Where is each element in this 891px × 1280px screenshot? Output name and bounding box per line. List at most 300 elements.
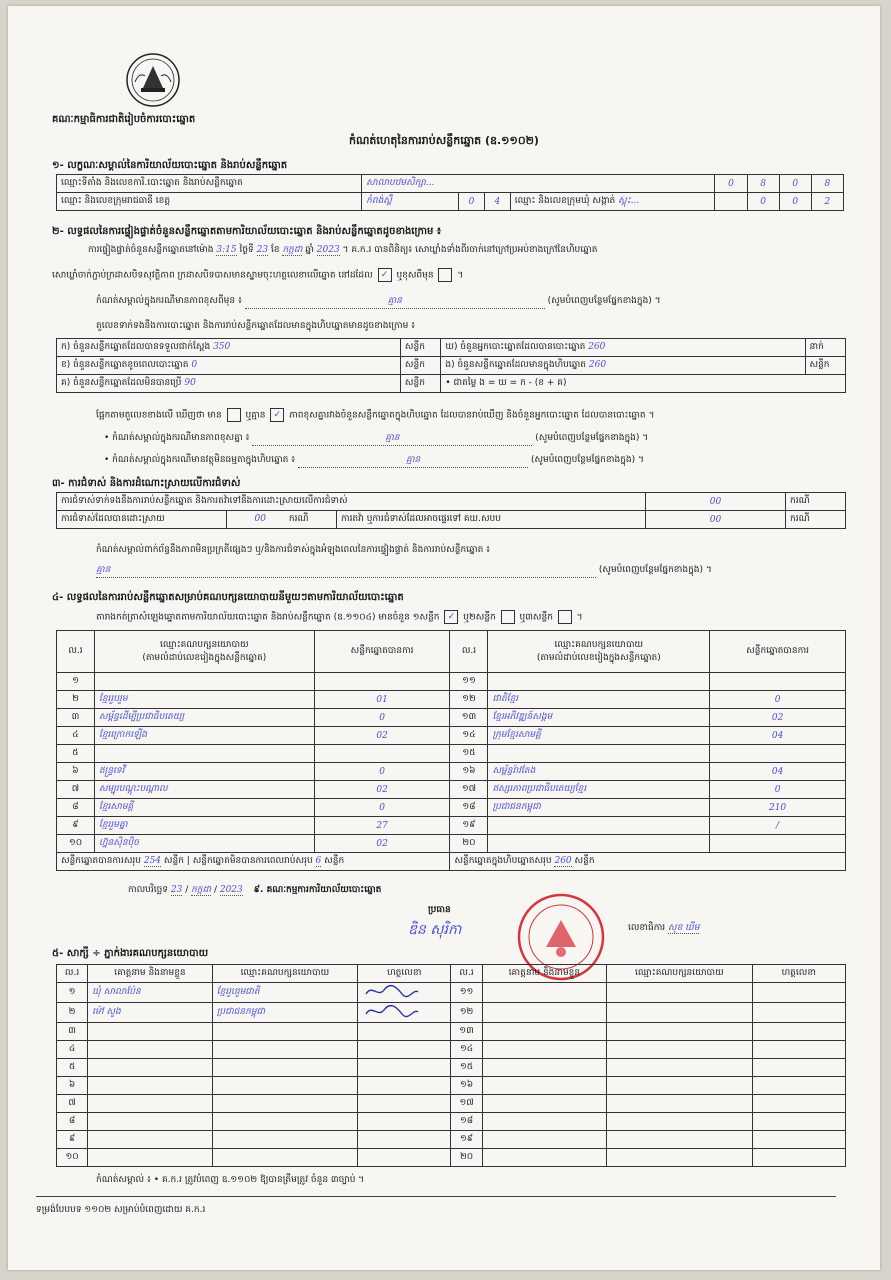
results-table xyxy=(56,630,846,871)
verify-time-line xyxy=(88,244,848,257)
verify-rest: ។ គ.ក.រ បានពិនិត្យ៖ សោឃ្លាំងទាំងពីរចាក់នៅក្រៅប្រអប់ខាងក្រៅនៃហិបឆ្នោត xyxy=(342,245,598,255)
witness-party xyxy=(212,1077,357,1095)
time-value: 3:15 xyxy=(216,245,237,255)
table-row xyxy=(57,691,846,709)
note2-hint: (សូមបំពេញបន្ថែមផ្នែកខាងក្នុង) ។ xyxy=(535,433,649,443)
witness-col-party: ឈ្មោះគណបក្សនយោបាយ xyxy=(212,965,357,983)
row-no: ៤ xyxy=(57,727,95,745)
note2-value: គ្មាន xyxy=(252,432,532,446)
witness-party: ខ្មែររួបរួមជាតិ xyxy=(212,983,357,1003)
witness-no: ១៩ xyxy=(451,1131,482,1149)
witness-name: ម៉ៅ សួង xyxy=(88,1003,213,1023)
agency-name: គណៈកម្មាធិការជាតិរៀបចំការបោះឆ្នោត xyxy=(52,114,196,125)
summary-right-row xyxy=(441,339,805,357)
witness-no: ៨ xyxy=(57,1113,88,1131)
summary-label: គ) ចំនួនសន្លឹកឆ្នោតដែលមិនបានប្រើ xyxy=(61,378,182,388)
summary-unit: សន្លឹក xyxy=(400,375,440,393)
table-row xyxy=(57,781,846,799)
witness-name xyxy=(88,1077,213,1095)
party-votes: 0 xyxy=(314,763,450,781)
secretary-line xyxy=(628,922,699,935)
total-invalid-unit: សន្លឹក xyxy=(324,856,345,866)
summary-value: 350 xyxy=(213,342,231,352)
witness-party xyxy=(212,1023,357,1041)
row-no: ៣ xyxy=(57,709,95,727)
note-label: កំណត់សម្គាល់ក្នុងករណីមានភាពខុសពីមុន ៖ xyxy=(96,296,242,306)
witness-name: ឃុំ សាលាប៉ែន xyxy=(88,983,213,1003)
total-valid-cell: សន្លឹកឆ្នោតបានការសរុប 254 សន្លឹក | សន្លឹកឆ្នោតមិនបានការពេលរាប់សរុប 6 សន្លឹក xyxy=(57,853,450,871)
witness-table xyxy=(56,964,846,1167)
seal-line-text: សោឃ្លាំចាក់ភ្ជាប់ក្រដាសបិទសុវត្ថិភាព ក្រដាសបិទបាសមានស្នាមចុះហត្ថលេខាលើឆ្នោត នៅដដែល xyxy=(52,270,373,281)
summary-value: 260 xyxy=(588,360,607,370)
witness-signature xyxy=(358,1113,451,1131)
signature-scribble-icon xyxy=(362,1004,422,1018)
witness-name xyxy=(88,1113,213,1131)
transfer-value: 00 xyxy=(646,511,786,529)
note3-line xyxy=(104,454,844,468)
party-name: ខ្មែររួមគ្នា xyxy=(94,817,314,835)
total-box-value: 260 xyxy=(554,856,572,866)
witness-party xyxy=(212,1095,357,1113)
row-no: ១៩ xyxy=(450,817,488,835)
party-votes: 0 xyxy=(314,709,450,727)
witness-signature xyxy=(358,1023,451,1041)
summary-intro: តួលេខទាក់ទងនឹងការបោះឆ្នោត និងការរាប់សន្លឹកឆ្នោតដែលមានក្នុងហិបឆ្នោតមានដូចខាងក្រោម ៖ xyxy=(96,321,416,331)
time-label: ការផ្ទៀងផ្ទាត់ចំនួនសន្លឹកឆ្នោតនៅម៉ោង xyxy=(88,245,214,255)
objection-value: 00 xyxy=(646,493,786,511)
objection-unit: ករណី xyxy=(786,493,846,511)
party-name xyxy=(488,745,710,763)
transfer-unit: ករណី xyxy=(786,511,846,529)
row-no: ២០ xyxy=(450,835,488,853)
office-value: សាលាបឋមសិក្សា... xyxy=(362,175,715,193)
compare-text: ផ្អែកតាមតួលេខខាងលើ ឃើញថា មាន xyxy=(96,410,222,421)
col-party-header xyxy=(488,631,710,673)
note-line xyxy=(96,295,846,309)
province-value: កំពង់ស្ពឺ xyxy=(362,193,459,211)
witness-signature xyxy=(752,1003,845,1023)
witness-party xyxy=(607,1023,752,1041)
witness-signature xyxy=(358,1095,451,1113)
party-votes: 02 xyxy=(710,709,846,727)
table-row xyxy=(57,1095,846,1113)
summary-value: 260 xyxy=(588,342,606,352)
chief-signature: ឌិន សុរិកា xyxy=(408,922,462,938)
year-label: ឆ្នាំ xyxy=(305,245,314,255)
table-row xyxy=(57,1077,846,1095)
compare-line xyxy=(96,408,856,423)
party-name xyxy=(94,673,314,691)
party-name: ជាតិខ្មែរ xyxy=(488,691,710,709)
table-row xyxy=(57,817,846,835)
footer-divider xyxy=(36,1196,836,1197)
party-name: ក្រុមខ្មែរសាមគ្គី xyxy=(488,727,710,745)
summary-unit: សន្លឹក xyxy=(400,339,440,357)
col-votes-header: សន្លឹកឆ្នោតបានការ xyxy=(314,631,450,673)
witness-party xyxy=(212,1131,357,1149)
witness-name xyxy=(482,1023,607,1041)
witness-signature xyxy=(752,983,845,1003)
summary-unit: សន្លឹក xyxy=(400,357,440,375)
changed-label: ឬខុសពីមុន xyxy=(396,270,434,281)
party-votes: 27 xyxy=(314,817,450,835)
section1-title: ១- លក្ខណៈសម្គាល់នៃការិយាល័យបោះឆ្នោត និងរាប់សន្លឹកឆ្នោត xyxy=(52,160,288,171)
table-row xyxy=(57,673,846,691)
col-party-title: ឈ្មោះគណបក្សនយោបាយ xyxy=(160,639,249,650)
total-box-label: សន្លឹកឆ្នោតក្នុងហិបឆ្នោតសរុប xyxy=(454,856,552,866)
party-votes: 02 xyxy=(314,727,450,745)
table-row xyxy=(57,1131,846,1149)
witness-col-name: គោត្តនាម និងនាមខ្លួន xyxy=(88,965,213,983)
summary-label: ង) ចំនួនសន្លឹកឆ្នោតដែលមានក្នុងហិបឆ្នោត xyxy=(445,360,586,370)
witness-name xyxy=(482,1003,607,1023)
party-votes: 0 xyxy=(710,691,846,709)
signature-scribble-icon xyxy=(362,984,422,998)
witness-party xyxy=(212,1059,357,1077)
two-sheet-checkbox[interactable] xyxy=(501,610,515,624)
chief-label: ប្រធាន xyxy=(428,905,451,915)
commune-label: ឈ្មោះ និងលេខក្រុមឃុំ សង្កាត់ xyxy=(514,196,616,206)
witness-party xyxy=(607,1095,752,1113)
witness-col-name: គោត្តនាម និងនាមខ្លួន xyxy=(482,965,607,983)
resolved-value: 00 xyxy=(254,514,266,524)
row-no: ១០ xyxy=(57,835,95,853)
party-votes: 01 xyxy=(314,691,450,709)
table-row xyxy=(57,835,846,853)
total-valid-unit: សន្លឹក xyxy=(163,856,184,866)
witness-no: ១០ xyxy=(57,1149,88,1167)
party-name xyxy=(488,835,710,853)
witness-no: ១៦ xyxy=(451,1077,482,1095)
col-no-header: ល.រ xyxy=(57,631,95,673)
witness-party xyxy=(607,1003,752,1023)
summary-label: ឃ) ចំនួនអ្នកបោះឆ្នោតដែលបានបោះឆ្នោត xyxy=(445,342,586,352)
summary-unit: នាក់ xyxy=(805,339,845,357)
witness-signature xyxy=(358,983,451,1003)
secretary-label: លេខាធិការ xyxy=(628,923,666,933)
witness-signature xyxy=(358,1003,451,1023)
office-digit: 0 xyxy=(715,175,747,193)
witness-no: ៧ xyxy=(57,1095,88,1113)
changed-checkbox[interactable] xyxy=(438,268,452,282)
witness-signature xyxy=(752,1131,845,1149)
party-name: ឥន្ទ្រទេវី xyxy=(94,763,314,781)
party-votes xyxy=(710,835,846,853)
col-no-header: ល.រ xyxy=(450,631,488,673)
commune-cell xyxy=(510,193,715,211)
witness-party xyxy=(212,1041,357,1059)
table-row xyxy=(57,745,846,763)
compare-or: ឬគ្មាន xyxy=(245,410,266,421)
witness-no: ២០ xyxy=(451,1149,482,1167)
commune-digit-blank xyxy=(715,193,747,211)
witness-party xyxy=(212,1113,357,1131)
date-label: កាលបរិច្ឆេទ xyxy=(128,885,168,895)
witness-no: ១២ xyxy=(451,1003,482,1023)
party-votes xyxy=(314,745,450,763)
transfer-label: ការតវ៉ា ឬការជំទាស់ដែលអាចផ្ទេរទៅ គឃ.សបប xyxy=(337,511,646,529)
summary-unit: សន្លឹក xyxy=(805,357,845,375)
party-name: សម្ព័ន្ធដើម្បីប្រជាធិបតេយ្យ xyxy=(94,709,314,727)
nec-emblem-logo xyxy=(125,52,181,108)
party-name: ប្រជាជនកម្ពុជា xyxy=(488,799,710,817)
office-label: ឈ្មោះទីតាំង និងលេខការិ.បោះឆ្នោត និងរាប់សន្លឹកឆ្នោត xyxy=(57,175,362,193)
province-digit: 0 xyxy=(459,193,485,211)
party-name xyxy=(488,817,710,835)
row-no: ១៨ xyxy=(450,799,488,817)
row-no: ១៤ xyxy=(450,727,488,745)
witness-no: ១៥ xyxy=(451,1059,482,1077)
witness-signature xyxy=(358,1041,451,1059)
objection-label: ការជំទាស់ទាក់ទងនឹងការរាប់សន្លឹកឆ្នោត និងការតវ៉ាទៅនឹងការដោះស្រាយលើការជំទាស់ xyxy=(57,493,646,511)
commune-digit: 0 xyxy=(779,193,811,211)
row-no: ៥ xyxy=(57,745,95,763)
office-digit: 8 xyxy=(811,175,843,193)
summary-left-row xyxy=(57,339,401,357)
day-label: ថ្ងៃទី xyxy=(239,245,254,255)
witness-signature xyxy=(752,1113,845,1131)
col-party-sub: (តាមលំដាប់លេខរៀងក្នុងសន្លឹកឆ្នោត) xyxy=(536,652,661,663)
witness-party: ប្រជាជនកម្ពុជា xyxy=(212,1003,357,1023)
office-digit: 8 xyxy=(747,175,779,193)
summary-value: 90 xyxy=(184,378,196,388)
day-value: 23 xyxy=(256,245,269,255)
witness-name xyxy=(88,1149,213,1167)
note-value: គ្មាន xyxy=(245,295,545,309)
note3-value: គ្មាន xyxy=(298,454,528,468)
witness-name xyxy=(482,1077,607,1095)
row-no: ១៥ xyxy=(450,745,488,763)
party-votes: 02 xyxy=(314,781,450,799)
witness-name xyxy=(482,1095,607,1113)
two-sheet-label: ឬ២សន្លឹក xyxy=(463,612,496,623)
table-row xyxy=(57,1041,846,1059)
section1-table xyxy=(56,174,844,211)
summary-label: ខ) ចំនួនសន្លឹកឆ្នោតខូចពេលបោះឆ្នោត xyxy=(61,360,189,370)
witness-party xyxy=(607,1131,752,1149)
year-value: 2023 xyxy=(316,245,340,255)
party-votes xyxy=(710,745,846,763)
table-row xyxy=(57,727,846,745)
witness-signature xyxy=(358,1059,451,1077)
section2-title: ២- លទ្ធផលនៃការផ្ទៀងផ្ទាត់ចំនួនសន្លឹកឆ្នោតតាមការិយាល័យបោះឆ្នោត និងរាប់សន្លឹកឆ្នោតដូចខាងក្រោម ៖ xyxy=(52,226,442,237)
row-no: ៧ xyxy=(57,781,95,799)
witness-signature xyxy=(752,1077,845,1095)
month-value: កក្កដា xyxy=(282,245,303,255)
witness-name xyxy=(482,983,607,1003)
three-sheet-label: ឬ៣សន្លឹក xyxy=(519,612,553,623)
date-line: កាលបរិច្ឆេទ 23 / កក្កដា / 2023 ៩. គណៈកម្មការការិយាល័យបោះឆ្នោត xyxy=(128,885,382,895)
table-row xyxy=(57,1113,846,1131)
one-sheet-checkbox[interactable]: ✓ xyxy=(444,610,458,624)
total-valid-label: សន្លឹកឆ្នោតបានការសរុប xyxy=(61,856,141,866)
witness-party xyxy=(607,1149,752,1167)
section4-title: ៤- លទ្ធផលនៃការរាប់សន្លឹកឆ្នោតសម្រាប់គណបក្សនយោបាយនីមួយៗតាមការិយាល័យបោះឆ្នោត xyxy=(52,592,404,603)
section5-title: ៥- សាក្សី ÷ ភ្នាក់ងារគណបក្សនយោបាយ xyxy=(52,948,209,959)
table-row xyxy=(57,763,846,781)
summary-table xyxy=(56,338,846,393)
summary-right-row xyxy=(441,357,805,375)
form-sheet xyxy=(8,6,880,1270)
resolved-value-cell xyxy=(227,511,337,529)
month-label: ខែ xyxy=(270,245,280,255)
witness-signature xyxy=(358,1131,451,1149)
col-votes-header: សន្លឹកឆ្នោតបានការ xyxy=(710,631,846,673)
party-votes: / xyxy=(710,817,846,835)
witness-col-no: ល.រ xyxy=(451,965,482,983)
province-label-text: ឈ្មោះ និងលេខក្រុមរាជធានី ខេត្ត xyxy=(61,196,171,206)
witness-party xyxy=(212,1149,357,1167)
total-valid-value: 254 xyxy=(143,856,162,866)
witness-no: ២ xyxy=(57,1003,88,1023)
witness-no: ១៣ xyxy=(451,1023,482,1041)
witness-signature xyxy=(752,1095,845,1113)
office-digit: 0 xyxy=(779,175,811,193)
table-row xyxy=(57,1149,846,1167)
witness-no: ៤ xyxy=(57,1041,88,1059)
witness-no: ៥ xyxy=(57,1059,88,1077)
party-votes: 04 xyxy=(710,727,846,745)
witness-name xyxy=(88,1023,213,1041)
resolved-unit: ករណី xyxy=(288,514,309,524)
table-row xyxy=(57,1003,846,1023)
note2-label: • កំណត់សម្គាល់ក្នុងករណីមានភាពខុសគ្នា ៖ xyxy=(104,433,250,443)
intro-text: តារាងកត់ត្រាសំឡេងឆ្នោតតាមការិយាល័យបោះឆ្នោត និងរាប់សន្លឹកឆ្នោត (ឧ.១១០៤) មានចំនួន ១សន្លឹក xyxy=(96,612,440,623)
objection-table xyxy=(56,492,846,529)
section3-hint: (សូមបំពេញបន្ថែមផ្នែកខាងក្នុង) ។ xyxy=(598,565,712,575)
witness-no: ៦ xyxy=(57,1077,88,1095)
total-box-unit: សន្លឹក xyxy=(574,856,595,866)
summary-label: ក) ចំនួនសន្លឹកឆ្នោតដែលបានទទួលជាក់ស្តែង xyxy=(61,342,211,352)
summary-value: 0 xyxy=(191,360,198,370)
secretary-signature: សុខ ឃីម xyxy=(668,923,700,933)
row-no: ៨ xyxy=(57,799,95,817)
col-party-sub: (តាមលំដាប់លេខរៀងក្នុងសន្លឹកឆ្នោត) xyxy=(142,652,267,663)
party-name: សម្ព័ន្ធរ៉ាវតែង xyxy=(488,763,710,781)
compare-rest: ភាពខុសគ្នារវាងចំនួនសន្លឹកឆ្នោតក្នុងហិបឆ្នោត ដែលបានរាប់ឃើញ និងចំនួនអ្នកបោះឆ្នោត ដែលបានបោះឆ្នោត ។ xyxy=(289,410,655,421)
summary-formula: • ជាតម្លៃ ង = ឃ = ក - (ខ + គ) xyxy=(441,375,846,393)
section3-title: ៣- ការជំទាស់ និងការដំណោះស្រាយលើការជំទាស់ xyxy=(52,478,241,489)
witness-signature xyxy=(752,1059,845,1077)
witness-col-party: ឈ្មោះគណបក្សនយោបាយ xyxy=(607,965,752,983)
witness-signature xyxy=(752,1041,845,1059)
seal-line: សោឃ្លាំចាក់ភ្ជាប់ក្រដាសបិទសុវត្ថិភាព ក្រដាសបិទបាសមានស្នាមចុះហត្ថលេខាលើឆ្នោត នៅដដែល ✓ ឬខុសពីមុន ។ xyxy=(52,270,464,281)
table-row xyxy=(57,983,846,1003)
three-sheet-checkbox[interactable] xyxy=(558,610,572,624)
witness-name xyxy=(88,1131,213,1149)
section3-note-line xyxy=(96,564,846,578)
row-no: ៦ xyxy=(57,763,95,781)
date-day: 23 xyxy=(170,885,183,895)
footnote: កំណត់សម្គាល់ ៖ • គ.ក.រ ត្រូវបំពេញ ឧ.១១០២ ឱ្យបានត្រឹមត្រូវ ចំនួន ៣ច្បាប់ ។ xyxy=(96,1175,365,1185)
table-row xyxy=(57,799,846,817)
commune-digit: 0 xyxy=(747,193,779,211)
form-footer: ទម្រង់បែបបទ ១១០២ សម្រាប់បំពេញដោយ គ.ក.រ xyxy=(36,1205,206,1215)
party-votes: 0 xyxy=(314,799,450,817)
total-box-cell xyxy=(450,853,846,871)
party-votes xyxy=(710,673,846,691)
col-party-header xyxy=(94,631,314,673)
summary-left-row xyxy=(57,375,401,393)
row-no: ១២ xyxy=(450,691,488,709)
section3-note-value: គ្មាន xyxy=(96,564,596,578)
date-month: កក្កដា xyxy=(191,885,212,895)
diff-no-checkbox[interactable]: ✓ xyxy=(270,408,284,422)
witness-name xyxy=(482,1059,607,1077)
witness-col-sign: ហត្ថលេខា xyxy=(752,965,845,983)
witness-col-no: ល.រ xyxy=(57,965,88,983)
row-no: ១៦ xyxy=(450,763,488,781)
col-party-title: ឈ្មោះគណបក្សនយោបាយ xyxy=(554,639,644,650)
table-row xyxy=(57,709,846,727)
form-title: កំណត់ហេតុនៃការរាប់សន្លឹកឆ្នោត (ឧ.១១០២) xyxy=(349,134,539,147)
party-name xyxy=(94,745,314,763)
witness-signature xyxy=(752,1023,845,1041)
party-votes: 02 xyxy=(314,835,450,853)
witness-signature xyxy=(752,1149,845,1167)
witness-name xyxy=(88,1095,213,1113)
witness-no: ៩ xyxy=(57,1131,88,1149)
note2-line xyxy=(104,432,844,446)
province-label xyxy=(57,193,362,211)
party-votes: 04 xyxy=(710,763,846,781)
section3-note-label: កំណត់សម្គាល់ពាក់ព័ន្ធនឹងភាពមិនប្រក្រតីផ្សេងៗ ឬ/និងការជំទាស់ក្នុងអំឡុងពេលនៃការផ្ទៀងផ្ទាត់ និងការរាប់សន្លឹកឆ្នោត ៖ xyxy=(96,545,491,555)
witness-no: ១៨ xyxy=(451,1113,482,1131)
table-row xyxy=(57,1059,846,1077)
party-name: ខ្មែរក្រោកឡើង xyxy=(94,727,314,745)
witness-name xyxy=(482,1149,607,1167)
resolved-label: ការជំទាស់ដែលបានដោះស្រាយ xyxy=(57,511,227,529)
party-votes: 0 xyxy=(710,781,846,799)
summary-left-row xyxy=(57,357,401,375)
committee-label: ៩. គណៈកម្មការការិយាល័យបោះឆ្នោត xyxy=(253,885,382,895)
party-name: ហ្វ៊ុនស៊ិនប៉ិច xyxy=(94,835,314,853)
party-votes xyxy=(314,673,450,691)
section4-intro: តារាងកត់ត្រាសំឡេងឆ្នោតតាមការិយាល័យបោះឆ្នោត និងរាប់សន្លឹកឆ្នោត (ឧ.១១០៤) មានចំនួន ១សន្លឹក ✓ ឬ២សន្លឹក ឬ៣សន្លឹក ។ xyxy=(96,612,583,623)
party-name: ឥស្សរភាពប្រជាធិបតេយ្យខ្មែរ xyxy=(488,781,710,799)
witness-col-sign: ហត្ថលេខា xyxy=(358,965,451,983)
witness-name xyxy=(88,1041,213,1059)
date-year: 2023 xyxy=(219,885,243,895)
witness-party xyxy=(607,1041,752,1059)
note-hint: (សូមបំពេញបន្ថែមផ្នែកខាងក្នុង) ។ xyxy=(547,296,661,306)
diff-yes-checkbox[interactable] xyxy=(227,408,241,422)
row-no: ៩ xyxy=(57,817,95,835)
unchanged-checkbox[interactable]: ✓ xyxy=(378,268,392,282)
witness-name xyxy=(482,1131,607,1149)
witness-party xyxy=(607,1059,752,1077)
party-name xyxy=(488,673,710,691)
witness-name xyxy=(482,1041,607,1059)
row-no: ១៣ xyxy=(450,709,488,727)
note3-hint: (សូមបំពេញបន្ថែមផ្នែកខាងក្នុង) ។ xyxy=(530,455,644,465)
row-no: ២ xyxy=(57,691,95,709)
commune-value: ស្គុះ... xyxy=(618,196,640,206)
witness-party xyxy=(607,1077,752,1095)
total-invalid-label: សន្លឹកឆ្នោតមិនបានការពេលរាប់សរុប xyxy=(192,856,313,866)
party-name: ខ្មែររួបរួម xyxy=(94,691,314,709)
party-name: សម្បុរបណ្ដុះបណ្ដាល xyxy=(94,781,314,799)
witness-no: ៣ xyxy=(57,1023,88,1041)
row-no: ១៧ xyxy=(450,781,488,799)
party-votes: 210 xyxy=(710,799,846,817)
note3-label: • កំណត់សម្គាល់ក្នុងករណីមានវត្ថុមិនធម្មតាក្នុងហិបឆ្នោត ៖ xyxy=(104,455,296,465)
witness-signature xyxy=(358,1149,451,1167)
witness-party xyxy=(607,983,752,1003)
witness-signature xyxy=(358,1077,451,1095)
witness-no: ១៧ xyxy=(451,1095,482,1113)
party-name: ខ្មែរអភិវឌ្ឍន៍សង្គម xyxy=(488,709,710,727)
